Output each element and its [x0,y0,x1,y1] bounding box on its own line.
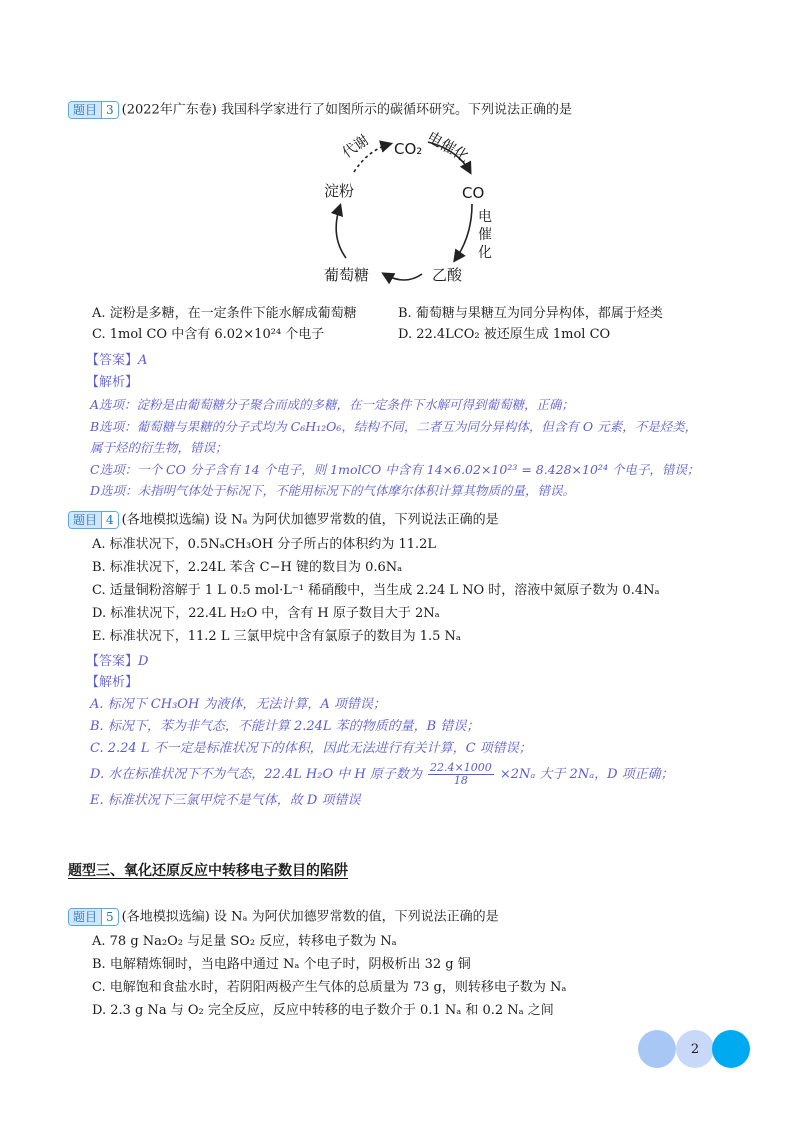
arrow-glucose-starch [336,206,346,258]
q3-analysis-b2: 属于烃的衍生物，错误； [90,440,228,455]
q5-stem: 设 Nₐ 为阿伏加德罗常数的值，下列说法正确的是 [213,909,499,925]
page-number-circle [676,1030,714,1068]
label-electrocatalysis-1: 电催化 [424,127,472,166]
q4-analysis-b: B. 标况下，苯为非气态，不能计算 2.24L 苯的物质的量，B 错误； [90,719,480,734]
q4-answer: 【答案】D [86,654,149,669]
label-metabolism: 代谢 [339,132,372,162]
q3-analysis-b1: B选项：葡萄糖与果糖的分子式均为 C₆H₁₂O₆，结构不同，二者互为同分异构体，但含有 O 元素，不是烃类， [90,419,698,434]
q5-option-d: D. 2.3 g Na 与 O₂ 完全反应，反应中转移的电子数介于 0.1 Nₐ 和 0.2 Nₐ 之间 [92,1003,554,1018]
label-glucose: 葡萄糖 [324,266,370,284]
q3-analysis-c: C选项：一个 CO 分子含有 14 个电子，则 1molCO 中含有 14×6.02×10²³ = 8.428×10²⁴ 个电子，错误； [90,462,700,477]
q3-analysis-label: 【解析】 [86,375,139,390]
q3-analysis-a: A选项：淀粉是由葡萄糖分子聚合而成的多糖，在一定条件下水解可得到葡萄糖，正确； [90,397,575,412]
label-acetic: 乙酸 [432,266,463,284]
label-starch: 淀粉 [324,182,355,200]
q5-header [68,908,499,927]
carbon-cycle-diagram [310,128,510,288]
q3-option-c: C. 1mol CO 中含有 6.02×10²⁴ 个电子 [92,327,325,342]
q4-header [68,511,499,530]
q4-stem: 设 Nₐ 为阿伏加德罗常数的值，下列说法正确的是 [213,512,499,528]
arrow-co-acetic [455,204,472,260]
q4-analysis-e: E. 标准状况下三氯甲烷不是气体，故 D 项错误 [90,793,361,808]
q3-header [68,101,572,120]
label-co2: CO₂ [394,140,423,158]
q3-tag: 题目 3 [68,101,119,119]
section-heading: 题型三、氧化还原反应中转移电子数目的陷阱 [68,863,348,879]
page-number: 2 [690,1041,700,1057]
q4-analysis-fraction: $\frac{22.4\times 1000}{18}$ [430,761,492,787]
q4-analysis-a: A. 标况下 CH₃OH 为液体，无法计算，A 项错误； [90,697,386,712]
q5-option-c: C. 电解饱和食盐水时，若阴阳两极产生气体的总质量为 73 g，则转移电子数为 Nₐ [92,980,567,995]
label-co: CO [462,184,485,202]
page-circle-right [712,1030,750,1068]
q5-source: (各地模拟选编) [121,909,210,925]
q4-option-e: E. 标准状况下，11.2 L 三氯甲烷中含有氯原子的数目为 1.5 Nₐ [92,629,461,644]
q4-tag: 题目 4 [68,511,119,529]
q3-stem: 我国科学家进行了如图所示的碳循环研究。下列说法正确的是 [221,102,573,118]
q3-option-d: D. 22.4LCO₂ 被还原生成 1mol CO [398,327,611,342]
q3-option-b: B. 葡萄糖与果糖互为同分异构体，都属于烃类 [398,306,663,321]
q4-analysis-d: D. 水在标准状况下不为气态，22.4L H₂O 中 H 原子数为 $\frac{22.4\times 1000}{18}$ ×2Nₐ 大于 2Nₐ，D 项正确； [90,761,674,787]
q5-option-a: A. 78 g Na₂O₂ 与足量 SO₂ 反应，转移电子数为 Nₐ [92,934,397,949]
q4-analysis-label: 【解析】 [86,675,139,690]
q3-analysis-d: D选项：未指明气体处于标况下，不能用标况下的气体摩尔体积计算其物质的量，错误。 [90,483,576,498]
q3-source: (2022年广东卷) [121,102,217,118]
q4-option-d: D. 标准状况下，22.4L H₂O 中，含有 H 原子数目大于 2Nₐ [92,606,440,621]
q4-source: (各地模拟选编) [121,512,210,528]
q5-option-b: B. 电解精炼铜时，当电路中通过 Nₐ 个电子时，阴极析出 32 g 铜 [92,957,471,972]
q4-option-b: B. 标准状况下，2.24L 苯含 C−H 键的数目为 0.6Nₐ [92,560,403,575]
q3-answer: 【答案】A [86,353,148,368]
arrow-acetic-glucose [384,274,422,280]
q3-option-a: A. 淀粉是多糖，在一定条件下能水解成葡萄糖 [92,306,357,321]
page-circle-left [638,1030,676,1068]
q4-option-c: C. 适量铜粉溶解于 1 L 0.5 mol·L⁻¹ 稀硝酸中，当生成 2.24 L NO 时，溶液中氮原子数为 0.4Nₐ [92,583,660,598]
q4-option-a: A. 标准状况下，0.5NₐCH₃OH 分子所占的体积约为 11.2L [92,537,437,552]
q5-tag: 题目 5 [68,908,119,926]
label-electrocatalysis-2a: 电 [478,209,492,225]
label-electrocatalysis-2c: 化 [478,245,492,261]
q4-analysis-c: C. 2.24 L 不一定是标准状况下的体积，因此无法进行有关计算，C 项错误； [90,741,532,756]
label-electrocatalysis-2b: 催 [478,227,492,243]
